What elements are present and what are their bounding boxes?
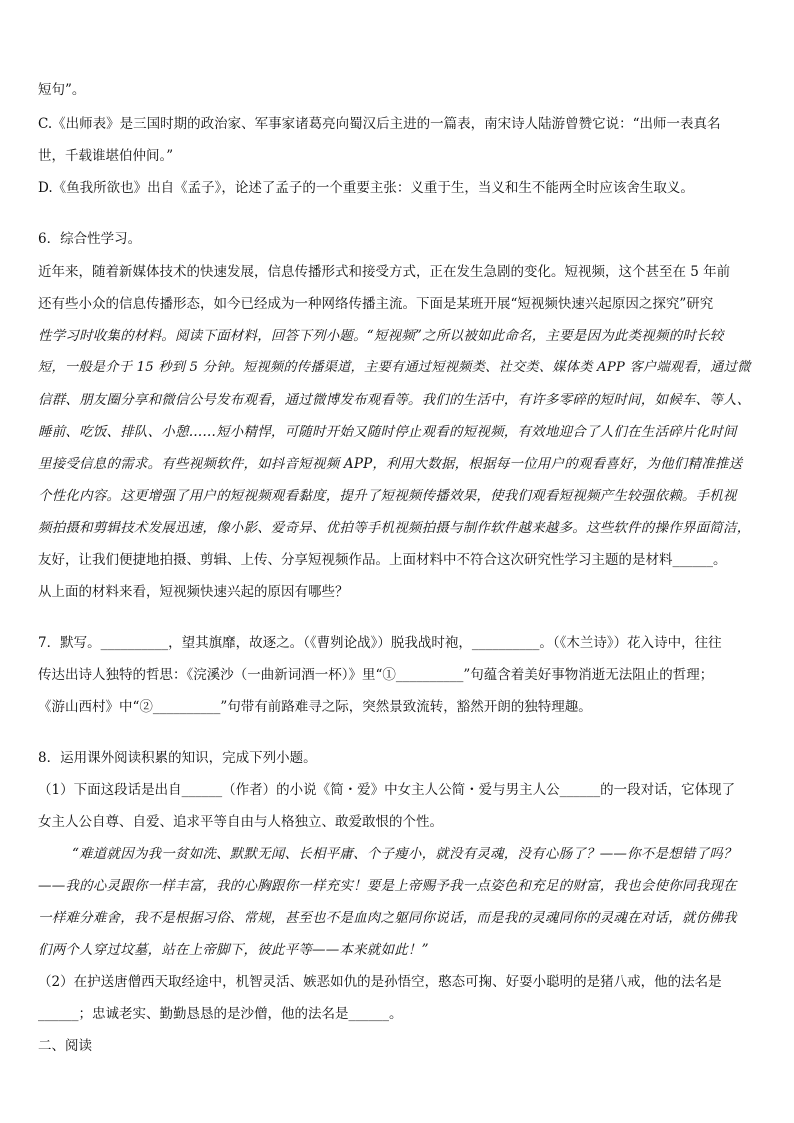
option-c-line-2: 世，千载谁堪伯仲间。” — [38, 148, 174, 164]
question-7-line: 传达出诗人独特的哲思：《浣溪沙（一曲新词酒一杯）》里“①__________”句蕴含着美好事物消逝无法阻止的哲理； — [38, 667, 714, 683]
question-6-line: 友好，让我们便捷地拍摄、剪辑、上传、分享短视频作品。上面材料中不符合这次研究性学习主题的是材料______。 — [38, 552, 727, 568]
question-6-line: 里接受信息的需求。有些视频软件，如抖音短视频 APP，利用大数据，根据每一位用户的观看喜好，为他们精准推送 — [38, 456, 743, 472]
question-8-title: 8．运用课外阅读积累的知识，完成下列小题。 — [38, 750, 317, 766]
question-8-part-2-line: （2）在护送唐僧西天取经途中，机智灵活、嫉恶如仇的是孙悟空，憨态可掬、好耍小聪明的是猪八戒，他的法名是 — [38, 974, 722, 990]
jane-eyre-quote-line: “难道就因为我一贫如洗、默默无闻、长相平庸、个子瘦小，就没有灵魂，没有心肠了？——你不是想错了吗？ — [72, 846, 737, 862]
option-b-tail: 短句”。 — [38, 82, 86, 98]
question-6-line: 个性化内容。这更增强了用户的短视频观看黏度，提升了短视频传播效果，使我们观看短视频产生较强依赖。手机视 — [38, 488, 737, 504]
question-8-part-2-line: ______；忠诚老实、勤勤恳恳的是沙僧，他的法名是______。 — [38, 1006, 403, 1022]
question-6-line: 频拍摄和剪辑技术发展迅速，像小影、爱奇异、优拍等手机视频拍摄与制作软件越来越多。这些软件的操作界面简洁， — [38, 520, 751, 536]
question-6-line: 信群、朋友圈分享和微信公号发布观看，通过微博发布观看等。我们的生活中，有许多零碎的短时间，如候车、等人、 — [38, 392, 751, 408]
question-6-line: 短，一般是介于 15 秒到 5 分钟。短视频的传播渠道，主要有通过短视频类、社交类、媒体类 APP 客户端观看，通过微 — [38, 360, 751, 375]
question-8-part-1-line: 女主人公自尊、自爱、追求平等自由与人格独立、敢爱敢恨的个性。 — [38, 814, 443, 830]
question-6-line: 近年来，随着新媒体技术的快速发展，信息传播形式和接受方式，正在发生急剧的变化。短视频，这个甚至在 5 年前 — [38, 264, 731, 280]
question-6-title: 6．综合性学习。 — [38, 231, 142, 247]
jane-eyre-quote-line: 一样难分难舍，我不是根据习俗、常规，甚至也不是血肉之躯同你说话，而是我的灵魂同你的灵魂在对话，就仿佛我 — [38, 910, 737, 926]
jane-eyre-quote-line: ——我的心灵跟你一样丰富，我的心胸跟你一样充实！要是上帝赐予我一点姿色和充足的财富，我也会使你同我现在 — [38, 878, 737, 894]
question-6-line: 还有些小众的信息传播形态，如今已经成为一种网络传播主流。下面是某班开展“短视频快速兴起原因之探究”研究 — [38, 296, 714, 312]
question-6-question: 从上面的材料来看，短视频快速兴起的原因有哪些？ — [38, 584, 349, 600]
section-2-heading: 二、阅读 — [38, 1038, 92, 1054]
question-6-line: 性学习时收集的材料。阅读下面材料，回答下列小题。“短视频”之所以被如此命名，主要是因为此类视频的时长较 — [38, 328, 724, 344]
question-8-part-1-line: （1）下面这段话是出自______（作者）的小说《简・爱》中女主人公简・爱与男主人公______的一段对话，它体现了 — [38, 782, 736, 798]
jane-eyre-quote-line: 们两个人穿过坟墓，站在上帝脚下，彼此平等——本来就如此！” — [38, 942, 429, 958]
option-d-line: D.《鱼我所欲也》出自《孟子》，论述了孟子的一个重要主张：义重于生，当义和生不能两全时应该舍生取义。 — [38, 180, 694, 196]
option-c-line-1: C.《出师表》是三国时期的政治家、军事家诸葛亮向蜀汉后主进的一篇表，南宋诗人陆游曾赞它说：“出师一表真名 — [38, 116, 721, 132]
question-7-line: 7．默写。__________，望其旗靡，故逐之。（《曹刿论战》）脱我战时袍，__________。（《木兰诗》）花入诗中，往往 — [38, 635, 722, 651]
question-7-line: 《游山西村》中“②__________”句带有前路难寻之际，突然景致流转，豁然开朗的独特理趣。 — [38, 699, 592, 715]
question-6-line: 睡前、吃饭、排队、小憩……短小精悍，可随时开始又随时停止观看的短视频，有效地迎合了人们在生活碎片化时间 — [38, 424, 737, 440]
